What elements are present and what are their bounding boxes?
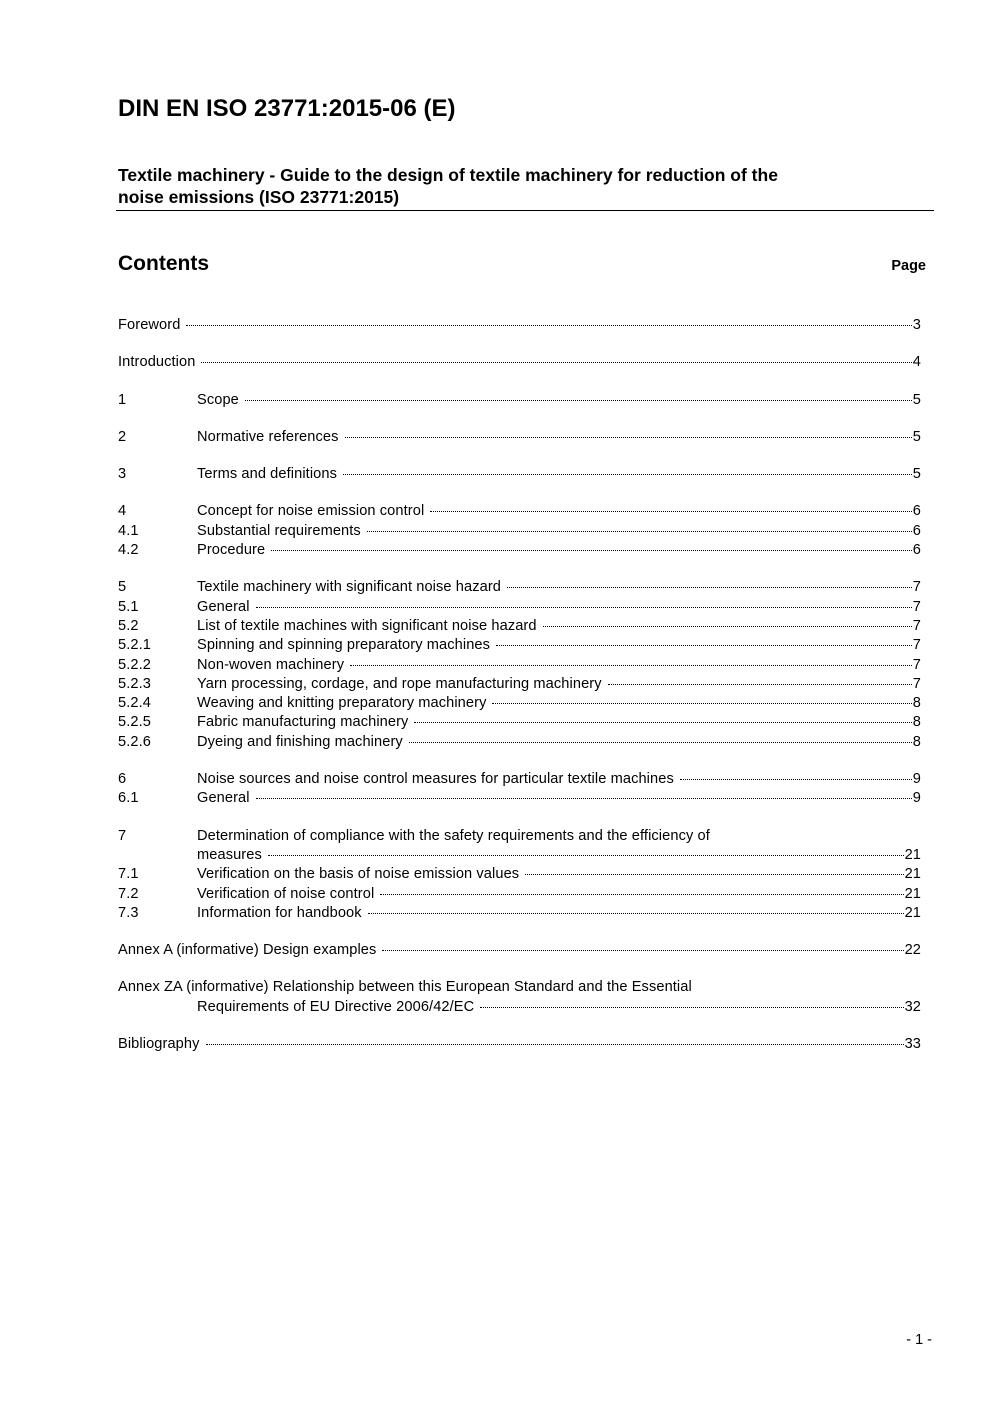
toc-entry-number: 5.2.4 [118, 695, 151, 712]
toc-entry[interactable] [118, 694, 921, 713]
toc-entry-page: 4 [912, 354, 921, 371]
toc-entry[interactable] [118, 733, 921, 752]
toc-entry[interactable] [118, 522, 921, 541]
toc-entry-page: 7 [912, 598, 921, 615]
toc-group [118, 353, 921, 372]
toc-entry-page: 7 [912, 656, 921, 673]
toc-entry-page: 5 [912, 391, 921, 408]
toc-entry[interactable] [118, 827, 921, 846]
toc-entry-title: Verification on the basis of noise emission values [197, 866, 520, 883]
toc-entry[interactable] [118, 656, 921, 675]
toc-dot-leader [271, 550, 912, 551]
toc-entry-page: 9 [912, 771, 921, 788]
toc-entry-title: Spinning and spinning preparatory machines [197, 637, 491, 654]
toc-entry-page: 21 [904, 904, 921, 921]
toc-dot-leader [206, 1044, 904, 1045]
toc-entry-title: General [197, 598, 250, 615]
toc-entry-title: Foreword [118, 317, 181, 333]
toc-entry-number: 4 [118, 503, 127, 520]
toc-dot-leader [409, 742, 912, 743]
toc-entry[interactable] [118, 978, 921, 997]
toc-dot-leader [186, 325, 911, 326]
toc-entry-page: 6 [912, 542, 921, 559]
toc-dot-leader [525, 874, 903, 875]
toc-dot-leader [345, 437, 912, 438]
toc-entry[interactable] [118, 998, 921, 1017]
toc-entry-title: Scope [197, 391, 239, 408]
toc-group [118, 827, 921, 923]
toc-entry[interactable] [118, 865, 921, 884]
toc-entry-page: 33 [904, 1036, 921, 1053]
toc-entry-number: 5.2.1 [118, 637, 151, 654]
toc-entry-title: Textile machinery with significant noise hazard [197, 579, 502, 596]
toc-entry-title: Terms and definitions [197, 466, 337, 483]
toc-dot-leader [201, 362, 911, 363]
toc-entry-number: 2 [118, 428, 127, 445]
toc-entry-page: 8 [912, 714, 921, 731]
toc-entry-title: Yarn processing, cordage, and rope manufacturing machinery [197, 675, 602, 692]
toc-entry-title: Information for handbook [197, 904, 362, 921]
subtitle-line-2: noise emissions (ISO 23771:2015) [118, 187, 400, 207]
toc-entry-number: 5.2.2 [118, 656, 151, 673]
page-column-label: Page [891, 258, 926, 274]
toc-entry-number: 5.2.6 [118, 733, 151, 750]
toc-dot-leader [480, 1007, 903, 1008]
toc-entry-page: 5 [912, 428, 921, 445]
title-rule [116, 210, 934, 211]
toc-entry[interactable] [118, 675, 921, 694]
toc-entry-title: measures [197, 846, 262, 863]
toc-entry-number: 7.2 [118, 885, 139, 902]
toc-group [118, 316, 921, 335]
toc-entry-title: List of textile machines with significant noise hazard [197, 617, 537, 634]
toc-entry-page: 22 [904, 942, 921, 959]
toc-entry-page: 21 [904, 885, 921, 902]
toc-group [118, 770, 921, 809]
toc-dot-leader [382, 950, 903, 951]
toc-entry-page: 7 [912, 617, 921, 634]
toc-dot-leader [256, 798, 912, 799]
toc-entry-title: Procedure [197, 542, 266, 559]
toc-entry-title: Requirements of EU Directive 2006/42/EC [197, 998, 475, 1015]
toc-entry-number: 7 [118, 827, 127, 844]
toc-entry[interactable] [118, 353, 921, 372]
toc-entry-page: 21 [904, 846, 921, 863]
toc-entry[interactable] [118, 1035, 921, 1054]
toc-dot-leader [343, 474, 912, 475]
toc-dot-leader [367, 531, 912, 532]
toc-entry-number: 6 [118, 771, 127, 788]
toc-entry-page: 3 [912, 317, 921, 333]
toc-group [118, 978, 921, 1017]
toc-entry[interactable] [118, 904, 921, 923]
toc-entry-title: Introduction [118, 354, 196, 371]
toc-group [118, 1035, 921, 1054]
toc-entry-number: 5 [118, 579, 127, 596]
table-of-contents [118, 316, 921, 1072]
toc-entry-number: 5.2 [118, 617, 139, 634]
toc-dot-leader [368, 913, 904, 914]
toc-entry[interactable] [118, 541, 921, 560]
toc-dot-leader [496, 645, 912, 646]
toc-group [118, 578, 921, 752]
toc-entry-page: 7 [912, 675, 921, 692]
toc-entry[interactable] [118, 636, 921, 655]
toc-entry-number: 3 [118, 466, 127, 483]
toc-group [118, 391, 921, 410]
toc-dot-leader [430, 511, 912, 512]
toc-entry-page: 5 [912, 466, 921, 483]
toc-entry[interactable] [118, 391, 921, 410]
toc-entry-number: 5.2.5 [118, 714, 151, 731]
footer-page-number: - 1 - [906, 1332, 932, 1348]
toc-entry-number: 7.3 [118, 904, 139, 921]
toc-group [118, 465, 921, 484]
toc-entry-page: 8 [912, 733, 921, 750]
toc-dot-leader [680, 779, 912, 780]
toc-entry[interactable] [118, 617, 921, 636]
toc-entry-title: Normative references [197, 428, 339, 445]
toc-group [118, 941, 921, 960]
toc-dot-leader [492, 703, 911, 704]
toc-entry-page: 8 [912, 695, 921, 712]
toc-entry-title: Substantial requirements [197, 522, 361, 539]
toc-entry-title: Determination of compliance with the safety requirements and the efficiency of [197, 827, 710, 844]
toc-dot-leader [507, 587, 912, 588]
toc-entry-page: 6 [912, 503, 921, 520]
toc-dot-leader [414, 722, 911, 723]
toc-group [118, 502, 921, 560]
toc-entry-number: 7.1 [118, 866, 139, 883]
toc-entry[interactable] [118, 428, 921, 447]
toc-entry-title: Non-woven machinery [197, 656, 345, 673]
toc-dot-leader [608, 684, 912, 685]
toc-entry-number: 4.2 [118, 542, 139, 559]
toc-entry-page: 7 [912, 637, 921, 654]
toc-entry-number: 6.1 [118, 790, 139, 807]
toc-entry[interactable] [118, 502, 921, 521]
toc-entry-page: 6 [912, 522, 921, 539]
toc-dot-leader [268, 855, 904, 856]
toc-entry-title: General [197, 790, 250, 807]
subtitle-line-1: Textile machinery - Guide to the design of textile machinery for reduction of the [118, 165, 778, 185]
toc-entry[interactable] [118, 465, 921, 484]
toc-entry-page: 21 [904, 866, 921, 883]
toc-entry[interactable] [118, 770, 921, 789]
toc-dot-leader [350, 665, 912, 666]
toc-entry-title: Bibliography [118, 1036, 200, 1053]
toc-entry[interactable] [118, 578, 921, 597]
toc-entry-number: 5.1 [118, 598, 139, 615]
document-subtitle [118, 164, 908, 208]
toc-entry-number: 4.1 [118, 522, 139, 539]
toc-entry[interactable] [118, 713, 921, 732]
toc-entry-title: Fabric manufacturing machinery [197, 714, 409, 731]
toc-entry-number: 5.2.3 [118, 675, 151, 692]
toc-entry-page: 32 [904, 998, 921, 1015]
toc-entry-title: Verification of noise control [197, 885, 375, 902]
toc-entry-number: 1 [118, 391, 127, 408]
toc-dot-leader [380, 894, 903, 895]
toc-entry[interactable] [118, 885, 921, 904]
toc-entry[interactable] [118, 316, 921, 335]
toc-entry-title: Dyeing and finishing machinery [197, 733, 403, 750]
toc-entry[interactable] [118, 846, 921, 865]
toc-entry[interactable] [118, 598, 921, 617]
toc-group [118, 428, 921, 447]
toc-entry-title: Annex A (informative) Design examples [118, 942, 377, 959]
toc-entry-title: Concept for noise emission control [197, 503, 425, 520]
toc-entry[interactable] [118, 789, 921, 808]
toc-entry-page: 7 [912, 579, 921, 596]
toc-entry-title: Annex ZA (informative) Relationship between this European Standard and the Essential [118, 979, 692, 996]
document-id: DIN EN ISO 23771:2015-06 (E) [118, 95, 456, 122]
toc-entry-title: Noise sources and noise control measures for particular textile machines [197, 771, 674, 788]
contents-heading: Contents [118, 252, 209, 275]
toc-entry-page: 9 [912, 790, 921, 807]
toc-entry-title: Weaving and knitting preparatory machinery [197, 695, 487, 712]
toc-dot-leader [543, 626, 912, 627]
toc-dot-leader [245, 400, 912, 401]
toc-entry[interactable] [118, 941, 921, 960]
toc-dot-leader [256, 607, 912, 608]
